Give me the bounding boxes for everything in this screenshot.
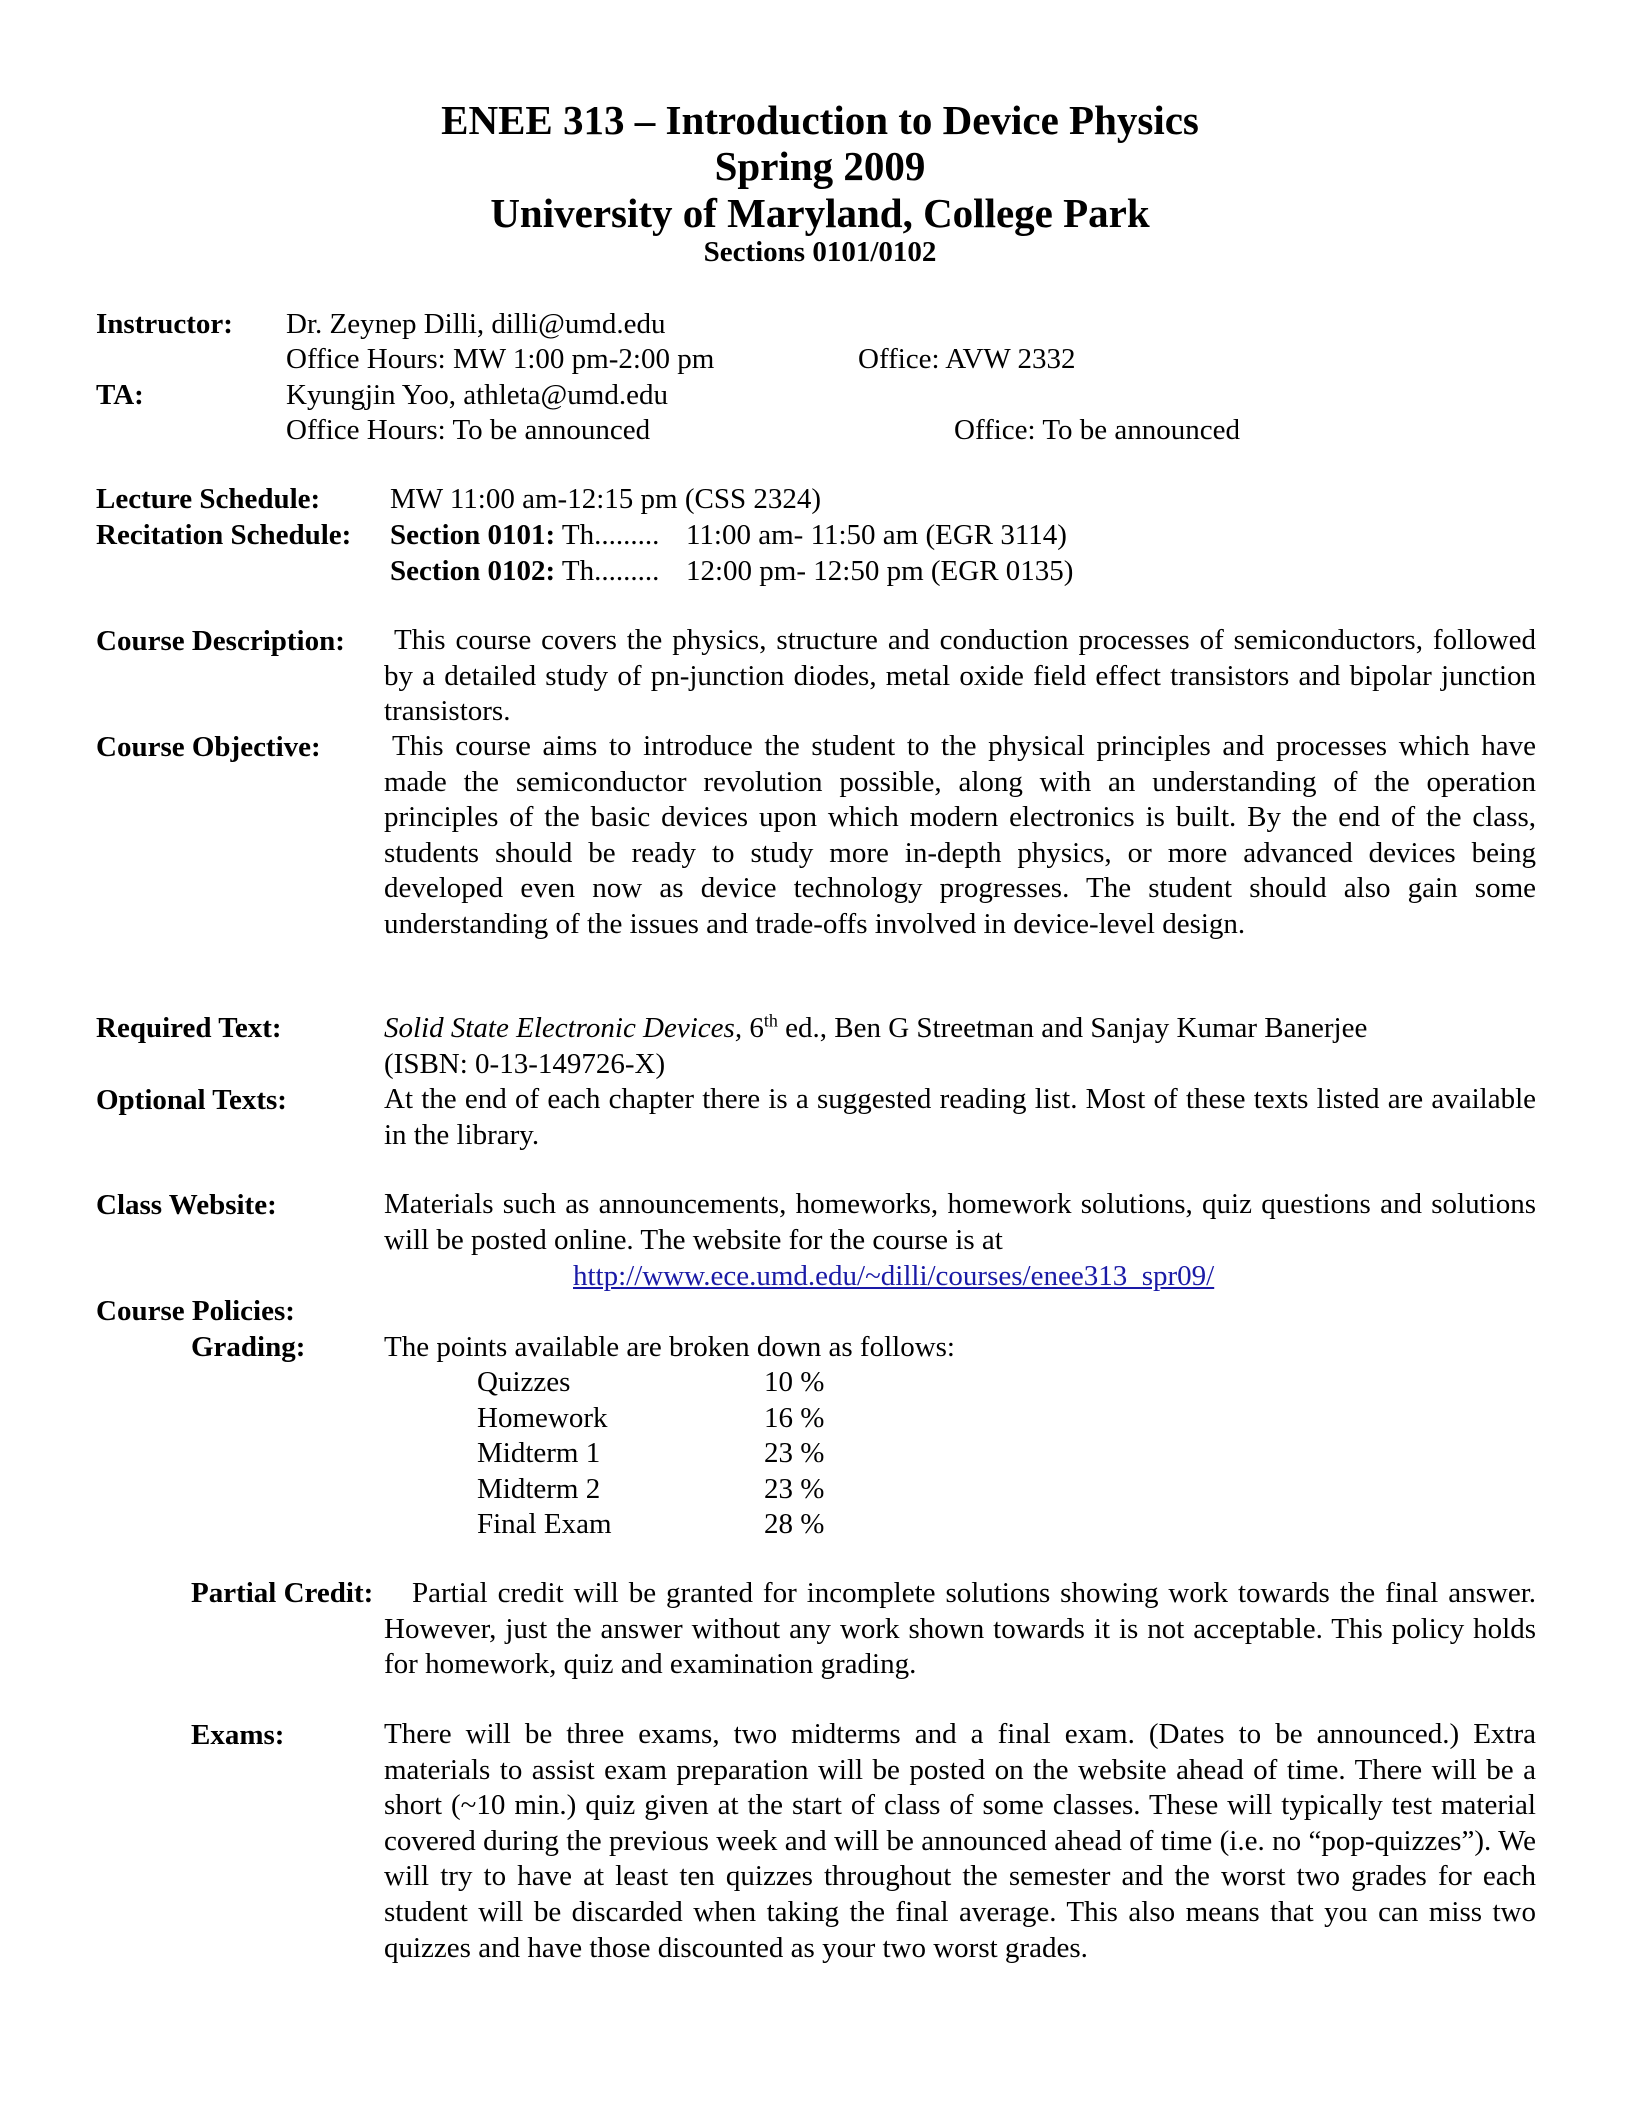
objective-text: This course aims to introduce the student to the physical principles and processes which have made the semiconductor revolution possible, along with an understanding of the operation principles of the basic devices upon which modern electronics is built. By the end of the class, students should be ready to study more in-depth physics, or more advanced devices being developed even now as device technology progresses. The student should also gain some understanding of the issues and trade-offs involved in device-level design. [384,730,1536,940]
ta-hours: Office Hours: To be announced [286,414,651,446]
policies-label: Course Policies: [96,1295,295,1327]
description-text: This course covers the physics, structure and conduction processes of semiconductors, followed by a detailed study of pn-junction diodes, metal oxide field effect transistors and bipolar junction transistors. [384,624,1536,728]
instructor-label: Instructor: [96,308,233,340]
instructor-office: Office: AVW 2332 [858,343,1076,375]
instructor-contact: Dr. Zeynep Dilli, dilli@umd.edu [286,308,666,340]
recitation-section-day: Th......... [555,519,660,551]
required-text-edition: 6 [742,1012,764,1044]
grading-item-percent: 23 % [764,1437,825,1469]
exams-text: There will be three exams, two midterms and a final exam. (Dates to be announced.) Extra materials to assist exam preparation will be posted on the website ahead of time. There will be a short (~10 min.) quiz given at the start of class of some classes. These will typically test material covered during the previous week and will be announced ahead of time (i.e. no “pop-quizzes”). We will try to have at least ten quizzes throughout the semester and the worst two grades for each student will be discarded when taking the final average. This also means that you can miss two quizzes and have those discounted as your two worst grades. [384,1718,1536,1964]
required-text-title: Solid State Electronic Devices, [384,1012,743,1044]
course-sections: Sections 0101/0102 [703,236,937,268]
grading-item-name: Midterm 1 [477,1437,601,1469]
description-label: Course Description: [96,625,345,657]
partial-credit-label: Partial Credit: [191,1577,374,1609]
optional-texts-label: Optional Texts: [96,1084,287,1116]
instructor-hours: Office Hours: MW 1:00 pm-2:00 pm [286,343,715,375]
recitation-section-name: Section 0102: [390,555,556,587]
recitation-label: Recitation Schedule: [96,519,352,551]
grading-item-name: Homework [477,1402,608,1434]
required-text-isbn: (ISBN: 0-13-149726-X) [384,1048,666,1080]
grading-item-percent: 16 % [764,1402,825,1434]
website-label: Class Website: [96,1189,277,1221]
course-website-link[interactable]: http://www.ece.umd.edu/~dilli/courses/enee313_spr09/ [573,1260,1215,1292]
grading-intro: The points available are broken down as follows: [384,1331,955,1363]
grading-item-percent: 28 % [764,1508,825,1540]
grading-item-name: Final Exam [477,1508,612,1540]
ta-label: TA: [96,379,144,411]
recitation-section [390,517,659,553]
website-text: Materials such as announcements, homeworks, homework solutions, quiz questions and solutions will be posted online. The website for the course is at [384,1188,1536,1256]
university-name: University of Maryland, College Park [490,190,1150,236]
required-text-citation [384,1010,1367,1046]
grading-item-percent: 10 % [764,1366,825,1398]
partial-credit-text: Partial credit will be granted for incomplete solutions showing work towards the final answer. However, just the answer without any work shown towards it is not acceptable. This policy holds for homework, quiz and examination grading. [384,1577,1536,1681]
recitation-section-day: Th......... [555,555,660,587]
course-term: Spring 2009 [714,143,926,189]
recitation-section [390,553,659,589]
recitation-section-time: 12:00 pm- 12:50 pm (EGR 0135) [686,555,1074,587]
lecture-label: Lecture Schedule: [96,483,321,515]
objective-label: Course Objective: [96,731,321,763]
grading-item-percent: 23 % [764,1473,825,1505]
required-text-authors: ed., Ben G Streetman and Sanjay Kumar Banerjee [777,1012,1368,1044]
grading-label: Grading: [191,1331,306,1363]
recitation-section-time: 11:00 am- 11:50 am (EGR 3114) [686,519,1067,551]
required-text-label: Required Text: [96,1012,282,1044]
recitation-section-name: Section 0101: [390,519,556,551]
grading-item-name: Quizzes [477,1366,571,1398]
grading-item-name: Midterm 2 [477,1473,601,1505]
ta-office: Office: To be announced [954,414,1240,446]
required-text-edition-suffix: th [763,1010,778,1031]
optional-texts-text: At the end of each chapter there is a suggested reading list. Most of these texts listed are available in the library. [384,1083,1536,1151]
lecture-value: MW 11:00 am-12:15 pm (CSS 2324) [390,483,821,515]
ta-contact: Kyungjin Yoo, athleta@umd.edu [286,379,668,411]
exams-label: Exams: [191,1719,285,1751]
course-title: ENEE 313 – Introduction to Device Physics [441,97,1199,143]
